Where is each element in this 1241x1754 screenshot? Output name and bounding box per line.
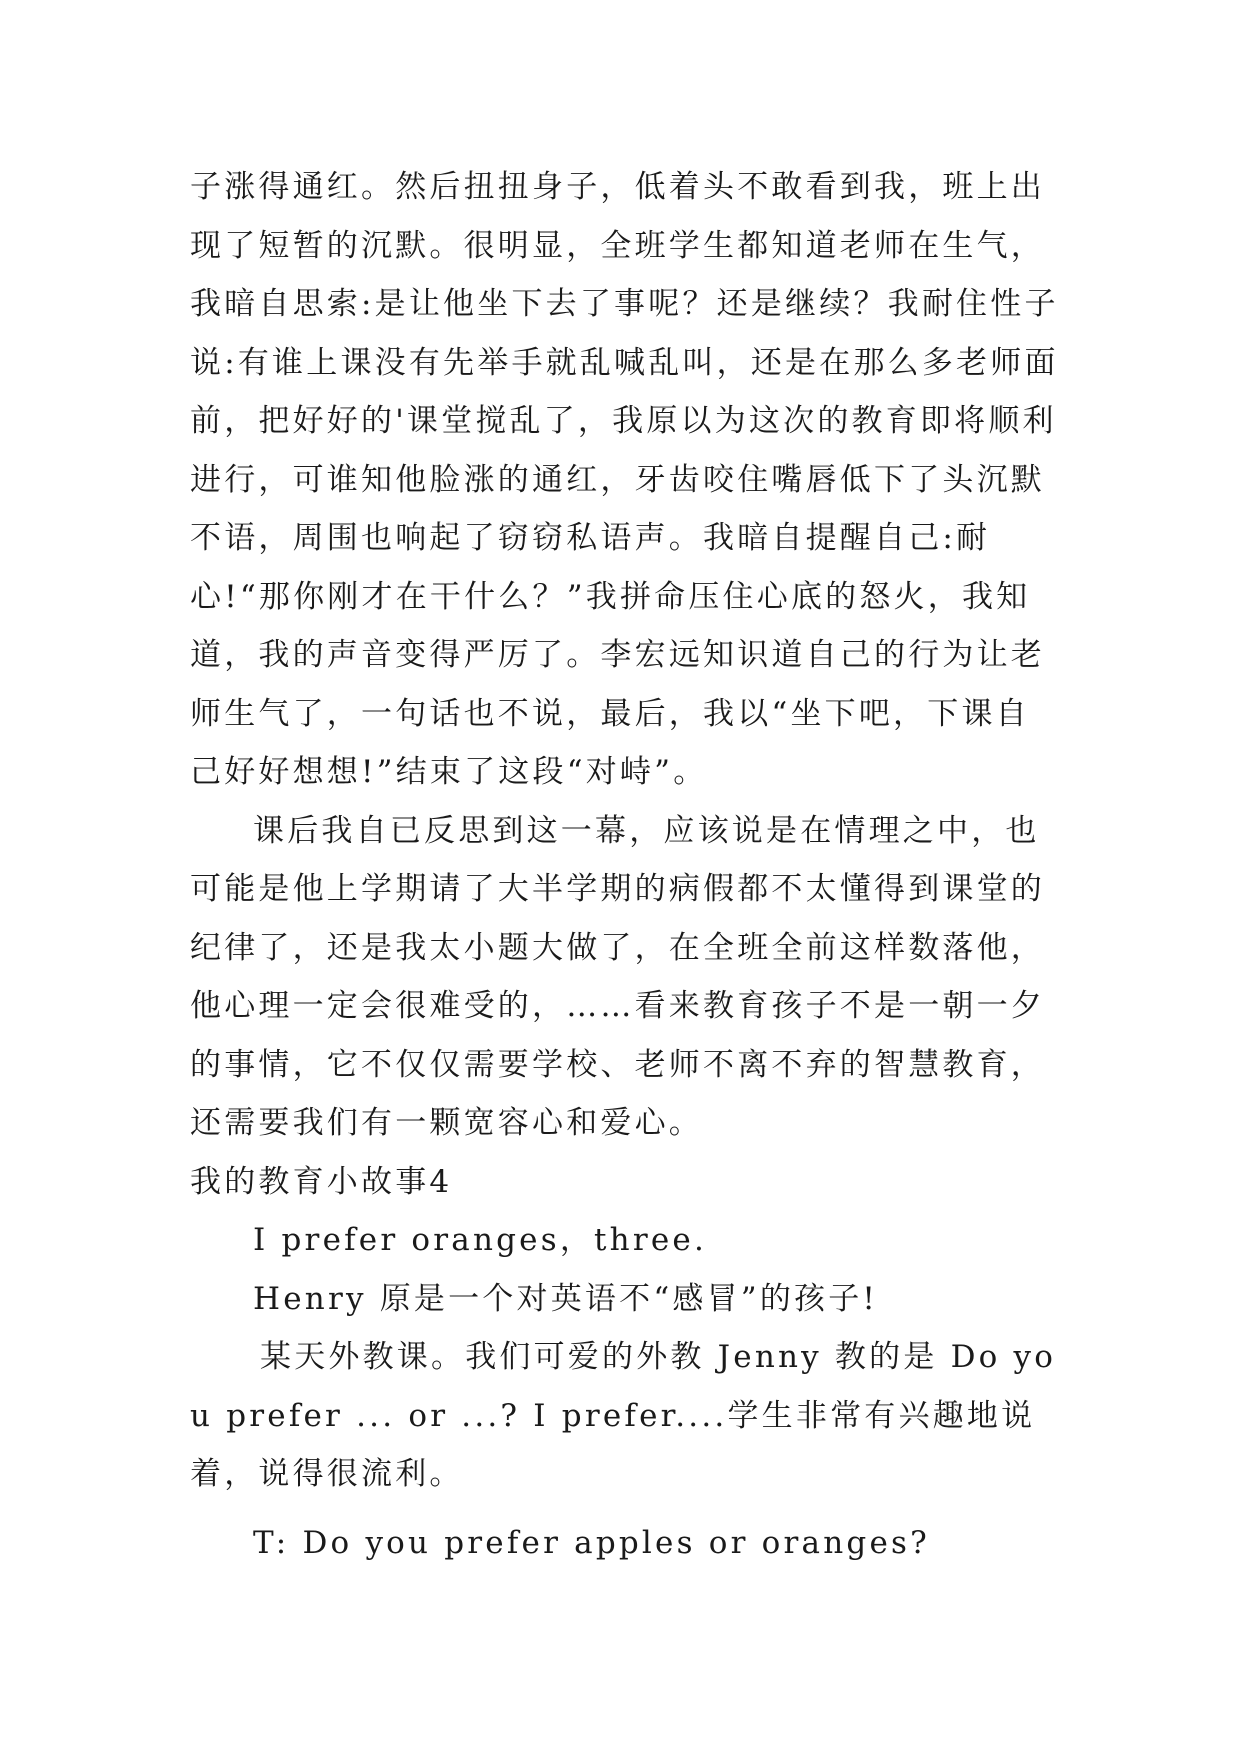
document-body	[190, 158, 1060, 1572]
paragraph-english-title: I prefer oranges，three.	[253, 1222, 708, 1258]
paragraph-dialogue-question: T: Do you prefer apples or oranges?	[253, 1524, 930, 1561]
paragraph-henry-intro: Henry 原是一个对英语不“感冒”的孩子!	[253, 1280, 879, 1317]
section-heading-story-4: 我的教育小故事4	[190, 1163, 453, 1200]
paragraph-story-continuation: 子涨得通红。然后扭扭身子，低着头不敢看到我，班上出现了短暂的沉默。很明显，全班学生都知道老师在生气，我暗自思索:是让他坐下去了事呢？还是继续？我耐住性子说:有谁上课没有先举手就乱喊乱叫，还是在那么多老师面前，把好好的'课堂搅乱了，我原以为这次的教育即将顺利进行，可谁知他脸涨的通红，牙齿咬住嘴唇低下了头沉默不语，周围也响起了窃窃私语声。我暗自提醒自己:耐心!“那你刚才在干什么？”我拼命压住心底的怒火，我知道，我的声音变得严厉了。李宏远知识道自己的行为让老师生气了，一句话也不说，最后，我以“坐下吧，下课自己好好想想!”结束了这段“对峙”。	[190, 169, 1059, 790]
paragraph-reflection: 课后我自已反思到这一幕，应该说是在情理之中，也可能是他上学期请了大半学期的病假都不太懂得到课堂的纪律了，还是我太小题大做了，在全班全前这样数落他，他心理一定会很难受的，……看来教育孩子不是一朝一夕的事情，它不仅仅需要学校、老师不离不弃的智慧教育，还需要我们有一颗宽容心和爱心。	[190, 812, 1045, 1141]
paragraph-foreign-teacher-class: 某天外教课。我们可爱的外教 Jenny 教的是 Do you prefer ... or ...? I prefer....学生非常有兴趣地说着，说得很流利。	[190, 1339, 1057, 1492]
